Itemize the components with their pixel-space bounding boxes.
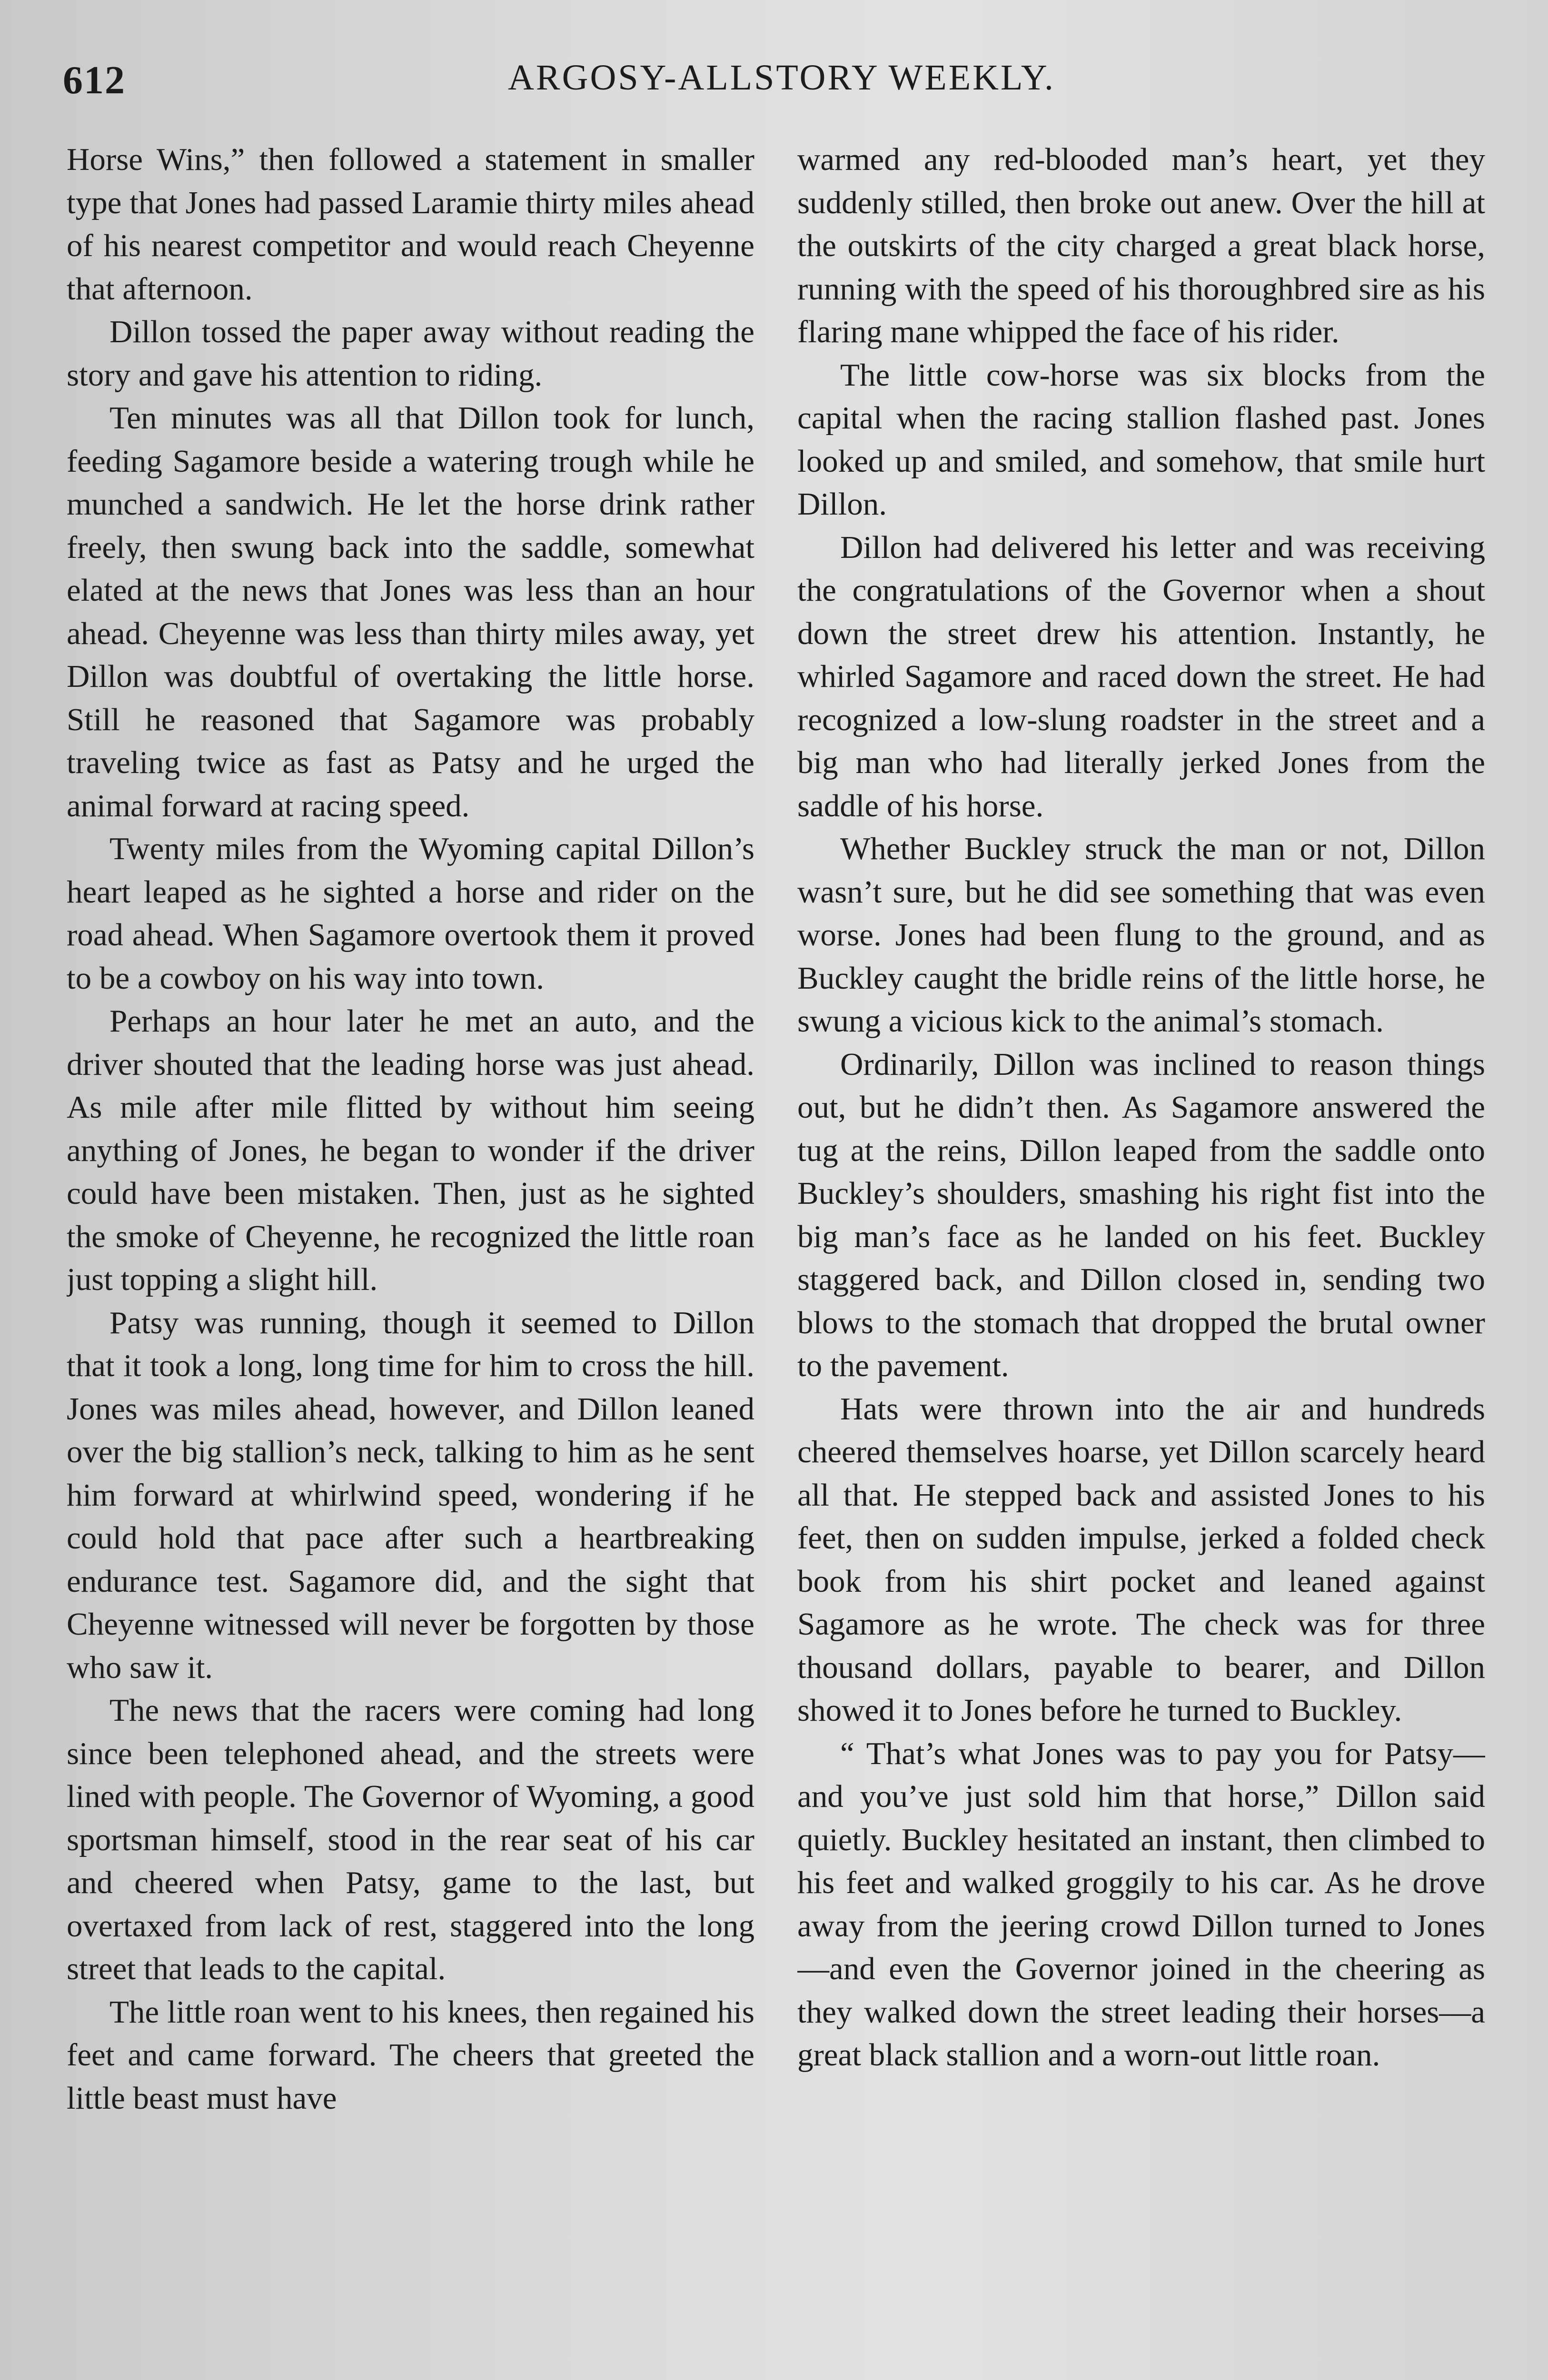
paragraph: The news that the racers were coming had long since been telephoned ahead, and the streets were lined with people. The Governor of Wyoming, a good sportsman himself, stood in the rear seat of his car and cheered when Patsy, game to the last, but overtaxed from lack of rest, staggered into the long street that leads to the capital. [67, 1693, 754, 1986]
paragraph: Perhaps an hour later he met an auto, and the driver shouted that the leading horse was just ahead. As mile after mile flitted by without him seeing anything of Jones, he began to wonder if the driver could have been mistaken. Then, just as he sighted the smoke of Cheyenne, he recognized the little roan just topping a slight hill. [67, 1003, 754, 1297]
paragraph: The little roan went to his knees, then regained his feet and came forward. The cheers that greeted the little beast must have [67, 1994, 754, 2116]
paragraph: Ten minutes was all that Dillon took for lunch, feeding Sagamore beside a watering trough while he munched a sandwich. He let the horse drink rather freely, then swung back into the saddle, somewhat elated at the news that Jones was less than an hour ahead. Cheyenne was less than thirty miles away, yet Dillon was doubtful of overtaking the little horse. Still he reasoned that Sagamore was probably traveling twice as fast as Patsy and he urged the animal forward at racing speed. [67, 400, 754, 823]
text-columns [67, 138, 1485, 2380]
paragraph: warmed any red-blooded man’s heart, yet they suddenly stilled, then broke out anew. Over the hill at the outskirts of the city charged a great black horse, running with the speed of his thoroughbred sire as his flaring mane whipped the face of his rider. [797, 142, 1485, 349]
paragraph: Whether Buckley struck the man or not, Dillon wasn’t sure, but he did see something that was even worse. Jones had been flung to the ground, and as Buckley caught the bridle reins of the little horse, he swung a vicious kick to the animal’s stomach. [797, 831, 1485, 1039]
paragraph: Twenty miles from the Wyoming capital Dillon’s heart leaped as he sighted a horse and rider on the road ahead. When Sagamore overtook them it proved to be a cowboy on his way into town. [67, 831, 754, 996]
paragraph: Dillon tossed the paper away without reading the story and gave his attention to riding. [67, 314, 754, 393]
paragraph: “ That’s what Jones was to pay you for Patsy—and you’ve just sold him that horse,” Dillon said quietly. Buckley hesitated an instant, then climbed to his feet and walked groggily to his car. As he drove away from the jeering crowd Dillon turned to Jones—and even the Governor joined in the cheering as they walked down the street leading their horses—a great black stallion and a worn-out little roan. [797, 1735, 1485, 2073]
page-header [63, 57, 1500, 114]
paragraph: Ordinarily, Dillon was inclined to reason things out, but he didn’t then. As Sagamore answered the tug at the reins, Dillon leaped from the saddle onto Buckley’s shoulders, smashing his right fist into the big man’s face as he landed on his feet. Buckley staggered back, and Dillon closed in, sending two blows to the stomach that dropped the brutal owner to the pavement. [797, 1046, 1485, 1383]
right-column [797, 138, 1485, 2380]
paragraph: Patsy was running, though it seemed to Dillon that it took a long, long time for him to cross the hill. Jones was miles ahead, however, and Dillon leaned over the big stallion’s neck, talking to him as he sent him forward at whirlwind speed, wondering if he could hold that pace after such a heartbreaking endurance test. Sagamore did, and the sight that Cheyenne witnessed will never be forgotten by those who saw it. [67, 1305, 754, 1685]
paragraph: The little cow-horse was six blocks from the capital when the racing stallion flashed past. Jones looked up and smiled, and somehow, that smile hurt Dillon. [797, 357, 1485, 522]
page-number: 612 [63, 58, 126, 102]
paragraph: Dillon had delivered his letter and was receiving the congratulations of the Governor when a shout down the street drew his attention. Instantly, he whirled Sagamore and raced down the street. He had recognized a low-slung roadster in the street and a big man who had literally jerked Jones from the saddle of his horse. [797, 529, 1485, 823]
running-head: ARGOSY-ALLSTORY WEEKLY. [508, 58, 1055, 98]
paragraph: Horse Wins,” then followed a statement in smaller type that Jones had passed Laramie thirty miles ahead of his nearest competitor and would reach Cheyenne that afternoon. [67, 142, 754, 307]
left-column [67, 138, 754, 2380]
paragraph: Hats were thrown into the air and hundreds cheered themselves hoarse, yet Dillon scarcely heard all that. He stepped back and assisted Jones to his feet, then on sudden impulse, jerked a folded check book from his shirt pocket and leaned against Sagamore as he wrote. The check was for three thousand dollars, payable to bearer, and Dillon showed it to Jones before he turned to Buckley. [797, 1391, 1485, 1728]
